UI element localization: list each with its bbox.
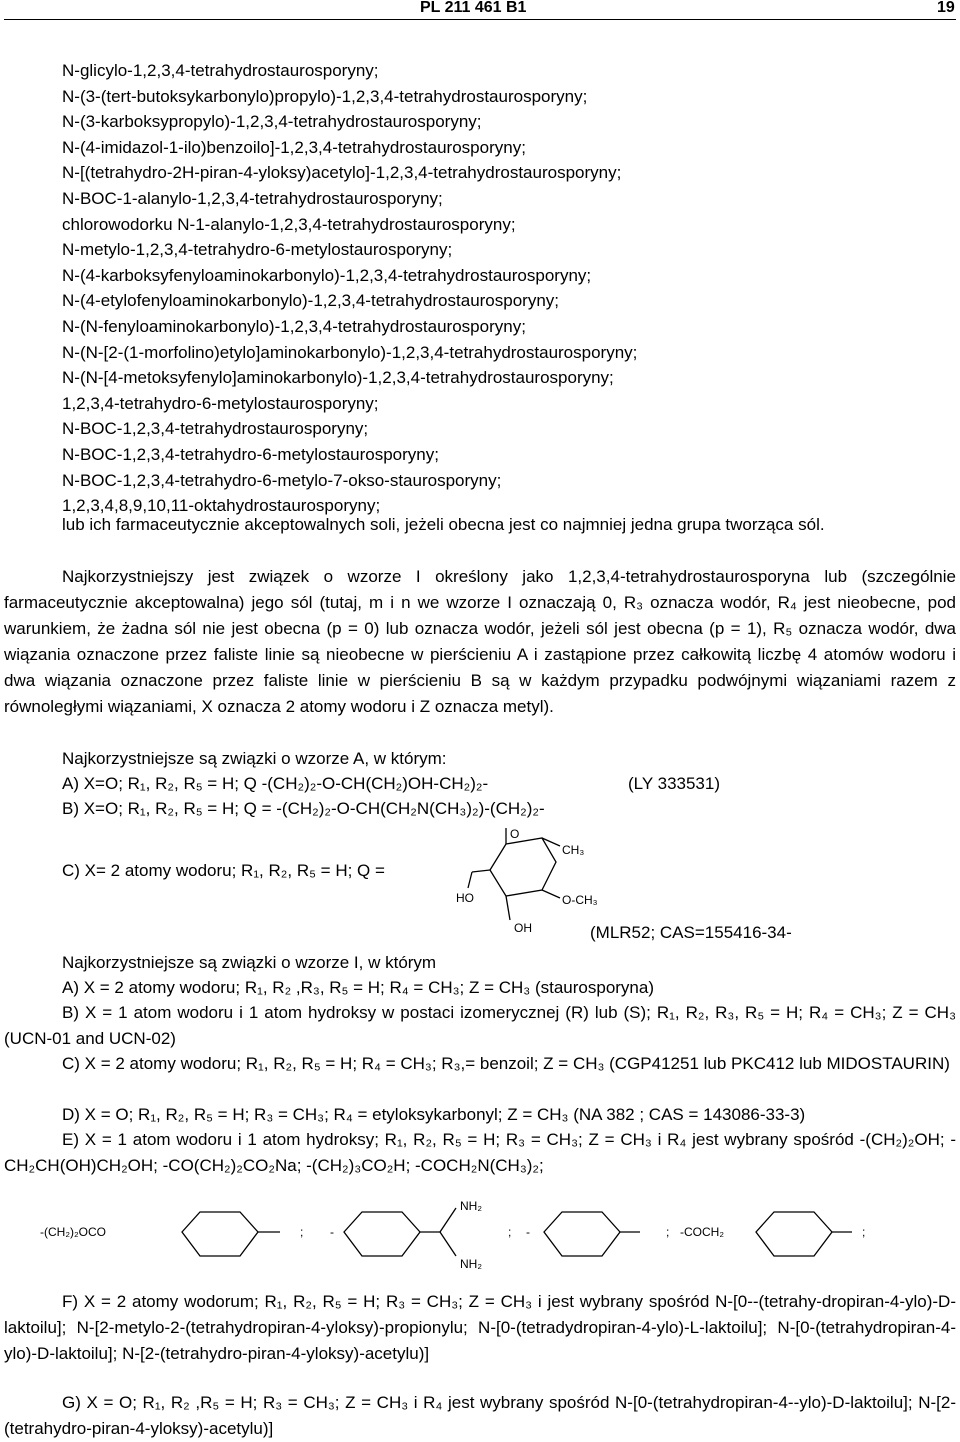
separator: ; — [300, 1225, 304, 1239]
list-item: chlorowodorku N-1-alanylo-1,2,3,4-tetrahydrostaurosporyny; — [62, 214, 516, 234]
substituent-label: - — [526, 1225, 530, 1239]
formula-i-item-g: G) X = O; R₁, R₂ ,R₅ = H; R₃ = CH₃; Z = CH₃ i R₄ jest wybrany spośród N-[0-(tetrahydropiran-4--ylo)-D-laktoilu]; N-[2-(tetrahydro-piran-4-yloksy)-acetylu)] — [4, 1393, 956, 1438]
list-item: N-(4-imidazol-1-ilo)benzoilo]-1,2,3,4-tetrahydrostaurosporyny; — [62, 137, 526, 157]
ring-bond — [490, 838, 556, 896]
bond — [440, 1208, 456, 1232]
sugar-ring-structure — [450, 828, 610, 940]
formula-i-item-b: B) X = 1 atom wodoru i 1 atom hydroksy w postaci izomerycznej (R) lub (S); R₁, R₂, R₃, R₅ = H; R₄ = CH₃; Z = CH₃ (UCN-01 and UCN-02) — [4, 1003, 956, 1048]
salts-note: lub ich farmaceutycznie akceptowalnych soli, jeżeli obecna jest co najmniej jedna grupa tworząca sól. — [62, 515, 825, 534]
formula-i-item-d: D) X = O; R₁, R₂, R₅ = H; R₃ = CH₃; R₄ = etyloksykarbonyl; Z = CH₃ (NA 382 ; CAS = 143086-33-3) — [62, 1105, 806, 1124]
list-item: N-(N-[2-(1-morfolino)etylo]aminokarbonylo)-1,2,3,4-tetrahydrostaurosporyny; — [62, 342, 638, 362]
bond — [440, 1232, 456, 1256]
atom-label-nh2: NH₂ — [460, 1257, 482, 1271]
formula-i-intro: Najkorzystniejsze są związki o wzorze I, w którym — [62, 953, 437, 972]
compound-list — [62, 58, 952, 519]
formula-i-item-a: A) X = 2 atomy wodoru; R₁, R₂ ,R₃, R₅ = H; R₄ = CH₃; Z = CH₃ (staurosporyna) — [62, 978, 655, 997]
substituent-structures — [4, 1196, 956, 1278]
piperidine-ring — [544, 1212, 620, 1256]
bond — [468, 872, 472, 888]
preferred-compound-paragraph: Najkorzystniejszy jest związek o wzorze I określony jako 1,2,3,4-tetrahydrostaurosporyna lub (szczególnie farmaceutycznie akceptowalna) jego sól (tutaj, m i n we wzorze I oznaczają 0, R₃ oznacza wodór, R₄ jest nieobecne, pod warunkiem, że żadna sól nie jest obecna (p = 0) lub oznacza wodór, jeżeli sól jest obecna (p = 1), R₅ oznacza wodór, dwa wiązania oznaczone przez faliste linie są nieobecne w pierścieniu A i zastąpione przez całkowitą liczbę 4 atomów wodoru i dwa wiązania oznaczone przez faliste linie w pierścieniu B są w każdym przypadku podwójnymi wiązaniami razem z równoległymi wiązaniami, X oznacza 2 atomy wodoru i Z oznacza metyl). — [4, 567, 956, 716]
atom-label-ch3: CH₃ — [562, 843, 585, 857]
formula-a-item-a: A) X=O; R₁, R₂, R₅ = H; Q -(CH₂)₂-O-CH(CH₂)OH-CH₂)₂- — [62, 774, 489, 793]
list-item: N-BOC-1,2,3,4-tetrahydro-6-metylostaurosporyny; — [62, 444, 439, 464]
piperidine-ring — [344, 1212, 420, 1256]
separator: ; — [508, 1225, 512, 1239]
separator: ; — [862, 1225, 866, 1239]
formula-i-item-c: C) X = 2 atomy wodoru; R₁, R₂, R₅ = H; R₄ = CH₃; R₃,= benzoil; Z = CH₃ (CGP41251 lub PKC412 lub MIDOSTAURIN) — [62, 1054, 950, 1073]
list-item: N-(3-(tert-butoksykarbonylo)propylo)-1,2,3,4-tetrahydrostaurosporyny; — [62, 86, 588, 106]
header-rule — [4, 19, 956, 20]
list-item: N-(4-karboksyfenyloaminokarbonylo)-1,2,3,4-tetrahydrostaurosporyny; — [62, 265, 592, 285]
bond — [506, 896, 510, 920]
list-item: N-BOC-1-alanylo-1,2,3,4-tetrahydrostaurosporyny; — [62, 188, 443, 208]
formula-a-item-c-code: (MLR52; CAS=155416-34- — [590, 923, 792, 942]
formula-a-item-b: B) X=O; R₁, R₂, R₅ = H; Q = -(CH₂)₂-O-CH(CH₂N(CH₃)₂)-(CH₂)₂- — [62, 799, 545, 818]
atom-label-nh2: NH₂ — [460, 1199, 482, 1213]
piperazine-ring — [182, 1212, 258, 1256]
page-number: 19 — [937, 0, 955, 16]
substituent-label: - — [330, 1225, 334, 1239]
separator: ; — [666, 1225, 670, 1239]
list-item: N-(3-karboksypropylo)-1,2,3,4-tetrahydrostaurosporyny; — [62, 112, 482, 132]
list-item: N-[(tetrahydro-2H-piran-4-yloksy)acetylo]-1,2,3,4-tetrahydrostaurosporyny; — [62, 163, 622, 183]
formula-i-item-f: F) X = 2 atomy wodorum; R₁, R₂, R₅ = H; R₃ = CH₃; Z = CH₃ i jest wybrany spośród N-[0--(tetrahy-dropiran-4-ylo)-D-laktoilu]; N-[2-metylo-2-(tetrahydropiran-4-yloksy)-propionylu; N-[0-(tetradydropiran-4-ylo)-L-laktoilu]; N-[0-(tetrahydropiran-4-ylo)-D-laktoilu]; N-[2-(tetrahydro-piran-4-yloksy)-acetylu)] — [4, 1292, 956, 1363]
list-item: N-metylo-1,2,3,4-tetrahydro-6-metylostaurosporyny; — [62, 240, 453, 260]
bond — [542, 890, 560, 898]
formula-i-item-e: E) X = 1 atom wodoru i 1 atom hydroksy; R₁, R₂, R₅ = H; R₃ = CH₃; Z = CH₃ i R₄ jest wybrany spośród -(CH₂)₂OH; -CH₂CH(OH)CH₂OH; -CO(CH₂)₂CO₂Na; -(CH₂)₃CO₂H; -COCH₂N(CH₃)₂; — [4, 1130, 956, 1175]
list-item: N-(4-etylofenyloaminokarbonylo)-1,2,3,4-tetrahydrostaurosporyny; — [62, 291, 560, 311]
atom-label-o: O — [510, 828, 520, 841]
formula-a-item-c: C) X= 2 atomy wodoru; R₁, R₂, R₅ = H; Q = — [62, 861, 385, 880]
piperazine-ring — [756, 1212, 832, 1256]
list-item: N-(N-[4-metoksyfenylo]aminokarbonylo)-1,2,3,4-tetrahydrostaurosporyny; — [62, 368, 614, 388]
document-id: PL 211 461 B1 — [420, 0, 527, 16]
list-item: N-(N-fenyloaminokarbonylo)-1,2,3,4-tetrahydrostaurosporyny; — [62, 316, 526, 336]
list-item: N-BOC-1,2,3,4-tetrahydro-6-metylo-7-okso-staurosporyny; — [62, 470, 502, 490]
list-item: N-BOC-1,2,3,4-tetrahydrostaurosporyny; — [62, 419, 369, 439]
formula-a-item-a-code: (LY 333531) — [628, 774, 720, 793]
atom-label-oh: OH — [514, 921, 532, 935]
formula-a-intro: Najkorzystniejsze są związki o wzorze A, w którym: — [62, 749, 447, 768]
list-item: 1,2,3,4,8,9,10,11-oktahydrostaurosporyny; — [62, 496, 381, 516]
substituent-label: -(CH₂)₂OCO — [40, 1225, 106, 1239]
list-item: 1,2,3,4-tetrahydro-6-metylostaurosporyny; — [62, 393, 379, 413]
atom-label-och3: O-CH₃ — [562, 893, 598, 907]
bond — [472, 870, 490, 872]
atom-label-ho: HO — [456, 891, 474, 905]
substituent-label: -COCH₂ — [680, 1225, 724, 1239]
list-item: N-glicylo-1,2,3,4-tetrahydrostaurosporyny; — [62, 61, 379, 80]
